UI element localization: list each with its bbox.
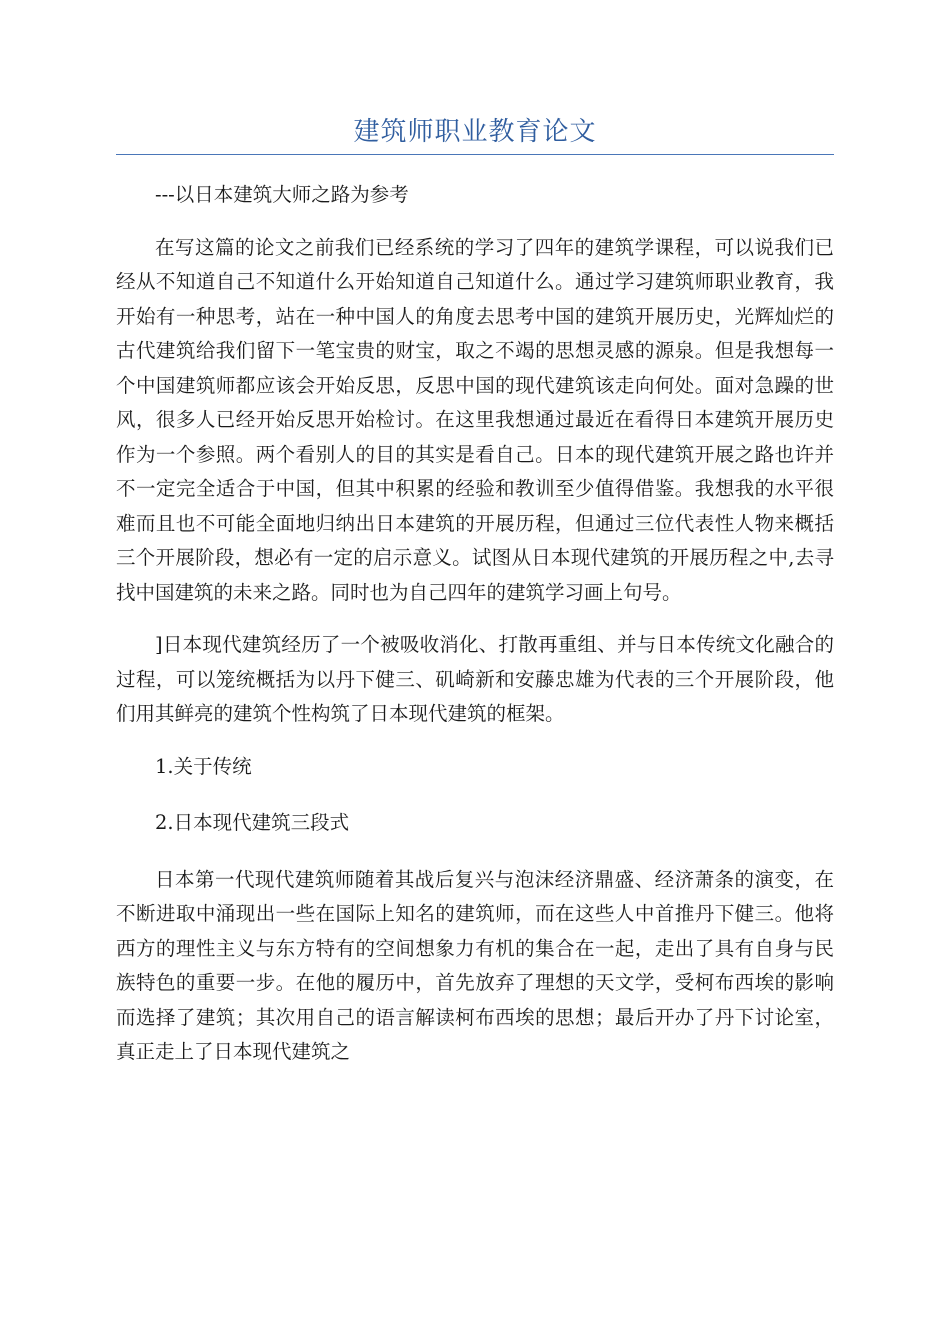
section-heading-tradition: 1.关于传统 bbox=[155, 754, 252, 778]
document-title: 建筑师职业教育论文 bbox=[353, 117, 597, 147]
paragraph-tange: 日本第一代现代建筑师随着其战后复兴与泡沫经济鼎盛、经济萧条的演变，在不断进取中涌现出一些在国际上知名的建筑师，而在这些人中首推丹下健三。他将西方的理性主义与东方特有的空间想象力有机的集合在一起，走出了具有自身与民族特色的重要一步。在他的履历中，首先放弃了理想的天文学，受柯布西埃的影响而选择了建筑；其次用自己的语言解读柯布西埃的思想；最后开办了丹下讨论室，真正走上了日本现代建筑之 bbox=[116, 867, 834, 1063]
document-subtitle: ---以日本建筑大师之路为参考 bbox=[155, 183, 409, 206]
section-heading-three-stages: 2.日本现代建筑三段式 bbox=[155, 811, 350, 834]
title-underline bbox=[116, 154, 834, 155]
paragraph-overview: ]日本现代建筑经历了一个被吸收消化、打散再重组、并与日本传统文化融合的过程，可以笼统概括为以丹下健三、矶崎新和安藤忠雄为代表的三个开展阶段，他们用其鲜亮的建筑个性构筑了日本现代建筑的框架。 bbox=[116, 633, 834, 725]
paragraph-intro: 在写这篇的论文之前我们已经系统的学习了四年的建筑学课程，可以说我们已经从不知道自己不知道什么开始知道自己知道什么。通过学习建筑师职业教育，我开始有一种思考，站在一种中国人的角度去思考中国的建筑开展历史，光辉灿烂的古代建筑给我们留下一笔宝贵的财宝，取之不竭的思想灵感的源泉。但是我想每一个中国建筑师都应该会开始反思，反思中国的现代建筑该走向何处。面对急躁的世风，很多人已经开始反思开始检讨。在这里我想通过最近在看得日本建筑开展历史作为一个参照。两个看别人的目的其实是看自己。日本的现代建筑开展之路也许并不一定完全适合于中国，但其中积累的经验和教训至少值得借鉴。我想我的水平很难而且也不可能全面地归纳出日本建筑的开展历程，但通过三位代表性人物来概括三个开展阶段，想必有一定的启示意义。试图从日本现代建筑的开展历程之中,去寻找中国建筑的未来之路。同时也为自己四年的建筑学习画上句号。 bbox=[116, 235, 834, 604]
document-body bbox=[116, 178, 834, 1088]
